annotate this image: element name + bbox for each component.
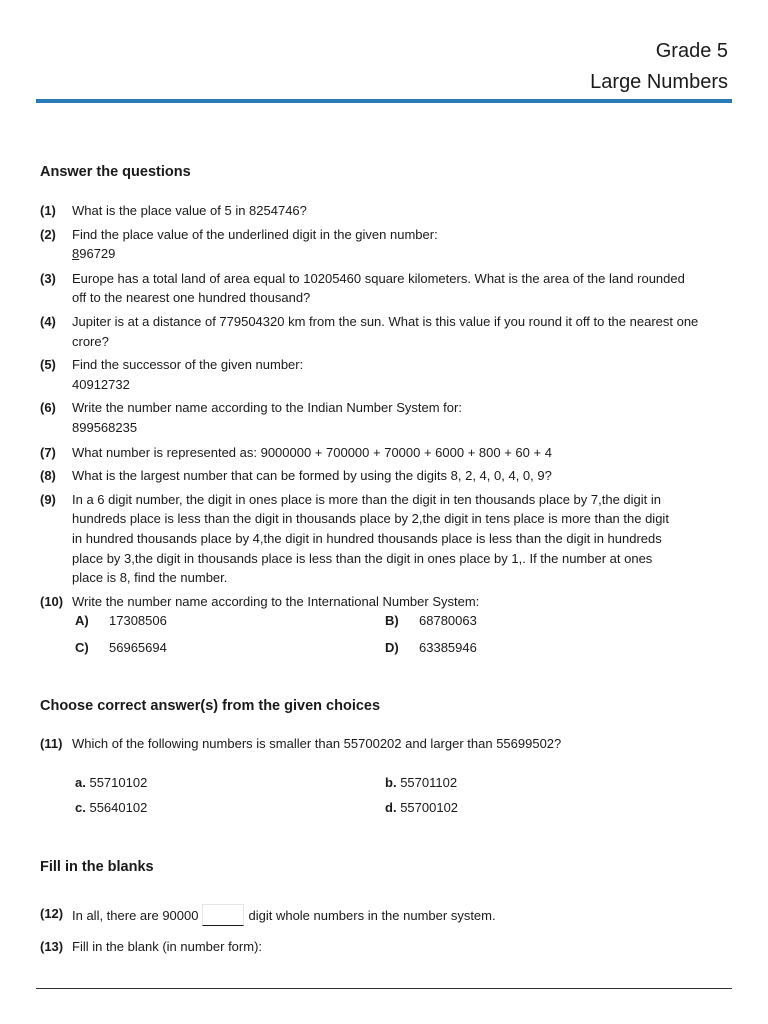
question-7 [40, 443, 700, 463]
question-number: (9) [40, 491, 56, 507]
option-c [75, 640, 385, 655]
given-number: 40912732 [72, 376, 130, 392]
choice-label: a. [75, 774, 86, 790]
section-title-choose: Choose correct answer(s) from the given choices [40, 698, 381, 715]
question-text: Europe has a total land of area equal to 10205460 square kilometers. What is the area of the land rounded off to the nearest one hundred thousand? [72, 270, 685, 306]
question-text-line: place is 8, find the number. [72, 570, 228, 586]
question-text: What number is represented as: 9000000 + 700000 + 70000 + 6000 + 800 + 60 + 4 [72, 444, 552, 460]
choice-label: c. [75, 799, 86, 815]
grade-label: Grade 5 [655, 40, 728, 62]
question-number: (1) [40, 203, 56, 218]
question-5 [40, 355, 700, 394]
option-label: A) [75, 613, 89, 629]
question-text: Jupiter is at a distance of 779504320 km from the sun. What is this value if you round it off to the nearest one crore? [72, 313, 699, 349]
choice-value: 55640102 [89, 799, 148, 815]
given-number [72, 244, 700, 264]
option-value: 63385946 [419, 640, 477, 656]
question-text: Which of the following numbers is smaller than 55700202 and larger than 55699502? [72, 736, 562, 752]
question-text: Find the place value of the underlined digit in the given number: [72, 226, 438, 242]
choice-value: 55701102 [400, 774, 458, 790]
option-d [385, 640, 695, 655]
question-number: (8) [40, 468, 56, 484]
option-label: B) [385, 613, 399, 629]
topic-title: Large Numbers [590, 71, 728, 93]
section-title-fill: Fill in the blanks [40, 858, 154, 875]
underlined-digit: 8 [72, 246, 80, 262]
question-text-line: in hundred thousands place by 4,the digit in hundred thousands place is less than the digit in hundreds [72, 530, 662, 546]
worksheet-body [40, 164, 700, 956]
question-1 [40, 201, 700, 221]
question-4 [40, 312, 700, 351]
question-number: (10) [40, 593, 64, 609]
choice-value: 55710102 [89, 774, 148, 790]
options-grid [40, 613, 700, 655]
question-text: Write the number name according to the International Number System: [72, 593, 480, 609]
given-number: 899568235 [72, 419, 138, 435]
choice-label: d. [385, 799, 397, 815]
question-number: (5) [40, 357, 56, 373]
choice-c[interactable] [75, 799, 385, 817]
question-number: (4) [40, 313, 56, 329]
question-number: (6) [40, 400, 56, 416]
question-number: (3) [40, 270, 56, 286]
question-text-line: hundreds place is less than the digit in thousands place by 2,the digit in tens place is more than the digit [72, 511, 669, 527]
footer-divider [36, 988, 732, 989]
question-text: Write the number name according to the Indian Number System for: [72, 400, 462, 416]
option-label: C) [75, 640, 89, 656]
question-3 [40, 269, 700, 308]
question-number: (13) [40, 938, 64, 954]
option-a [75, 613, 385, 628]
question-12 [40, 904, 700, 926]
question-text-line: In a 6 digit number, the digit in ones place is more than the digit in ten thousands place by 7,the digit in [72, 491, 661, 507]
choice-a[interactable] [75, 774, 385, 792]
question-text: What is the place value of 5 in 8254746? [72, 203, 307, 218]
question-9 [40, 490, 700, 588]
question-2 [40, 225, 700, 264]
question-11 [40, 734, 700, 754]
answer-blank[interactable] [202, 904, 244, 926]
question-number: (2) [40, 226, 56, 242]
header-divider [36, 99, 732, 103]
option-value: 68780063 [419, 613, 477, 629]
worksheet-header [590, 36, 728, 98]
option-value: 17308506 [109, 613, 167, 629]
question-10 [40, 592, 700, 612]
question-text: What is the largest number that can be formed by using the digits 8, 2, 4, 0, 4, 0, 9? [72, 468, 552, 484]
question-text: Find the successor of the given number: [72, 357, 304, 373]
question-6 [40, 398, 700, 437]
choice-b[interactable] [385, 774, 695, 792]
option-value: 56965694 [109, 640, 167, 656]
option-b [385, 613, 695, 628]
choice-value: 55700102 [400, 799, 459, 815]
question-text-after: digit whole numbers in the number system. [248, 907, 496, 923]
question-8 [40, 466, 700, 486]
choices-grid [40, 774, 700, 817]
option-label: D) [385, 640, 399, 656]
choice-d[interactable] [385, 799, 695, 817]
question-13 [40, 937, 700, 957]
question-number: (11) [40, 736, 63, 752]
question-number: (12) [40, 905, 64, 921]
question-text-line: place by 3,the digit in thousands place is less than the digit in ones place by 1,. If the number at ones [72, 550, 653, 566]
number-rest: 96729 [79, 246, 116, 262]
question-text: Fill in the blank (in number form): [72, 938, 263, 954]
question-number: (7) [40, 444, 56, 460]
question-text-before: In all, there are 90000 [72, 907, 199, 923]
choice-label: b. [385, 774, 397, 790]
section-title-answer: Answer the questions [40, 164, 191, 180]
